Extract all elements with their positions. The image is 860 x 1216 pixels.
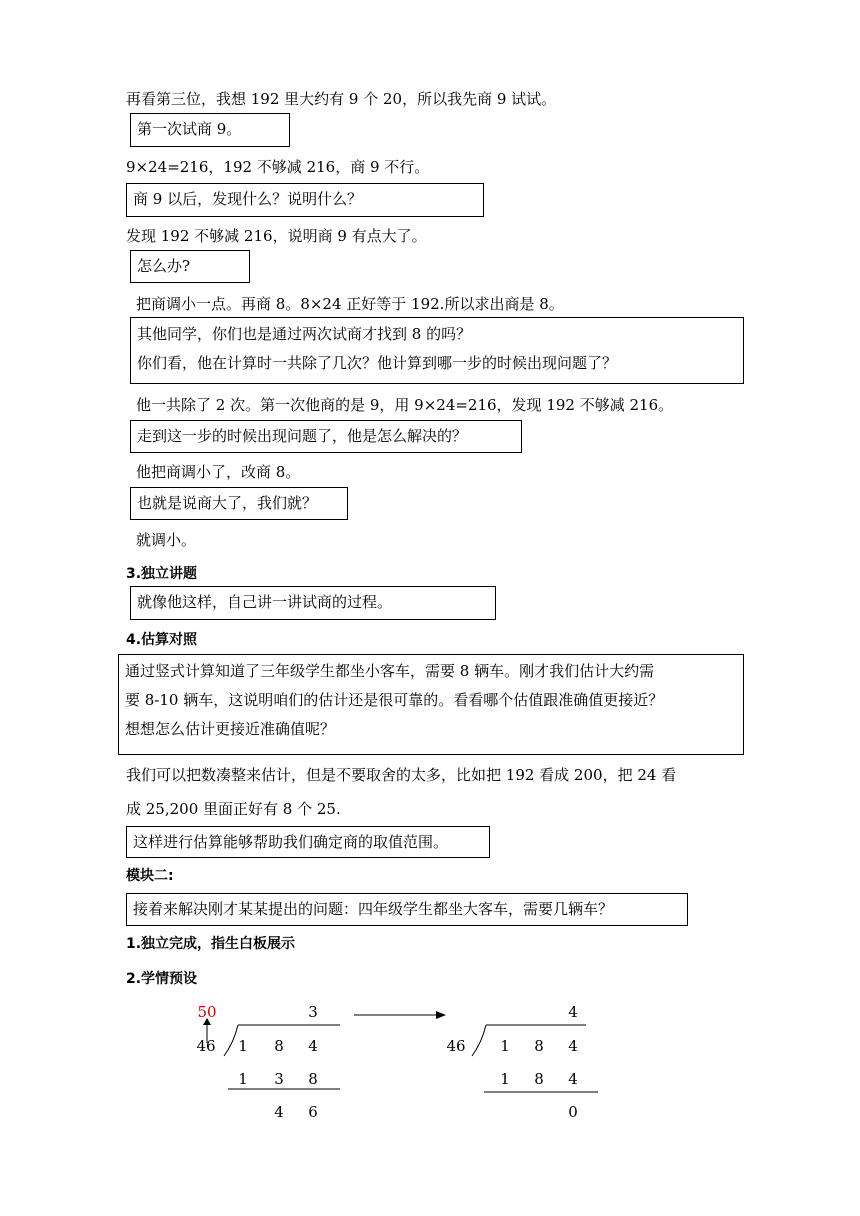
question-box-5: 走到这一步的时候出现问题了，他是怎么解决的？ bbox=[130, 420, 522, 453]
left-quotient: 3 bbox=[308, 1003, 318, 1021]
heading-independent-explain: 3.独立讲题 bbox=[126, 566, 198, 582]
question-box-7: 就像他这样，自己讲一讲试商的过程。 bbox=[130, 586, 496, 620]
text-line-4: 把商调小一点。再商 8。8×24 正好等于 192.所以求出商是 8。 bbox=[136, 295, 564, 313]
left-remainder-digit: 4 bbox=[274, 1103, 284, 1121]
right-dividend-digit: 1 bbox=[500, 1037, 510, 1055]
right-product-digit: 1 bbox=[500, 1070, 510, 1088]
right-quotient: 4 bbox=[568, 1003, 578, 1021]
question-box-8: 通过竖式计算知道了三年级学生都坐小客车，需要 8 辆车。刚才我们估计大约需 要 8-10 辆车，这说明咱们的估计还是很可靠的。看看哪个估值跟准确值更接近？ 想想怎么估计更接近准确值呢？ bbox=[118, 654, 744, 755]
text-line-3: 发现 192 不够减 216，说明商 9 有点大了。 bbox=[126, 227, 427, 245]
text-line-5: 他一共除了 2 次。第一次他商的是 9，用 9×24=216，发现 192 不够减 216。 bbox=[136, 396, 674, 414]
right-dividend-digit: 4 bbox=[568, 1037, 578, 1055]
right-divisor: 46 bbox=[446, 1037, 466, 1055]
heading-estimate-compare: 4.估算对照 bbox=[126, 632, 198, 648]
text-line-8b: 成 25,200 里面正好有 8 个 25. bbox=[126, 800, 341, 818]
estimate-value: 50 bbox=[197, 1003, 217, 1021]
question-box-6: 也就是说商大了，我们就？ bbox=[130, 487, 348, 520]
right-product-digit: 4 bbox=[568, 1070, 578, 1088]
text-line-2: 9×24=216，192 不够减 216，商 9 不行。 bbox=[126, 158, 430, 176]
text-line-7: 就调小。 bbox=[136, 531, 197, 549]
text-line-1: 再看第三位，我想 192 里大约有 9 个 20，所以我先商 9 试试。 bbox=[126, 90, 557, 108]
right-product-digit: 8 bbox=[534, 1070, 544, 1088]
question-box-9: 这样进行估算能够帮助我们确定商的取值范围。 bbox=[126, 826, 490, 858]
left-product-digit: 3 bbox=[274, 1070, 284, 1088]
right-dividend-digit: 8 bbox=[534, 1037, 544, 1055]
left-dividend-digit: 1 bbox=[238, 1037, 248, 1055]
left-remainder-digit: 6 bbox=[308, 1103, 318, 1121]
heading-situation-preset: 2.学情预设 bbox=[126, 971, 198, 987]
left-divisor: 46 bbox=[196, 1037, 216, 1055]
question-box-3: 怎么办? bbox=[130, 250, 250, 283]
heading-independent-complete: 1.独立完成，指生白板展示 bbox=[126, 936, 296, 952]
left-product-digit: 8 bbox=[308, 1070, 318, 1088]
left-product-digit: 1 bbox=[238, 1070, 248, 1088]
text-line-6: 他把商调小了，改商 8。 bbox=[136, 463, 301, 481]
question-box-10: 接着来解决刚才某某提出的问题：四年级学生都坐大客车，需要几辆车？ bbox=[126, 893, 688, 926]
text-line-8a: 我们可以把数凑整来估计，但是不要取舍的太多，比如把 192 看成 200，把 24 看 bbox=[126, 766, 677, 784]
question-box-4: 其他同学，你们也是通过两次试商才找到 8 的吗？ 你们看，他在计算时一共除了几次？他计算到哪一步的时候出现问题了？ bbox=[130, 317, 744, 384]
question-box-2: 商 9 以后，发现什么？说明什么？ bbox=[126, 183, 484, 217]
heading-module-two: 模块二: bbox=[126, 868, 174, 884]
question-box-1: 第一次试商 9。 bbox=[130, 113, 290, 147]
left-dividend-digit: 8 bbox=[274, 1037, 284, 1055]
right-remainder: 0 bbox=[568, 1103, 578, 1121]
left-dividend-digit: 4 bbox=[308, 1037, 318, 1055]
